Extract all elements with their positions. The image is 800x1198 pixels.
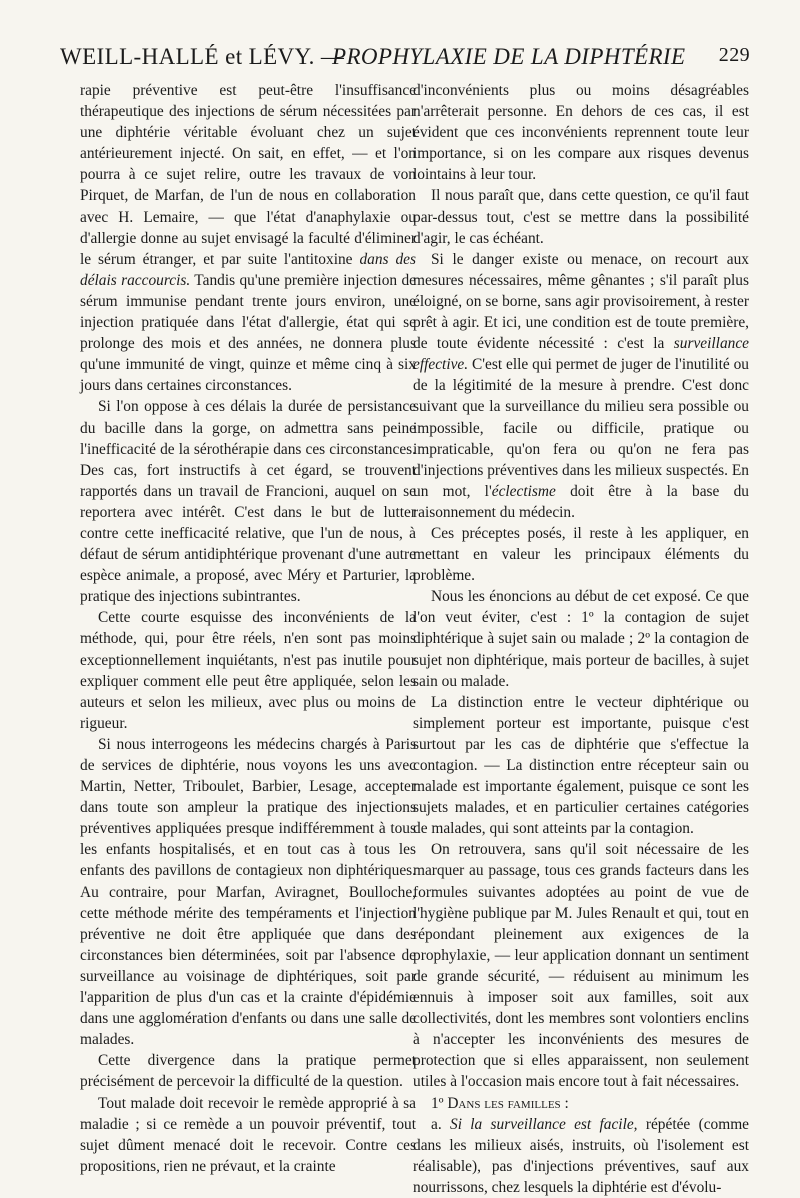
- header-title: PROPHYLAXIE DE LA DIPHTÉRIE: [332, 44, 686, 69]
- page-number: 229: [718, 44, 750, 66]
- text-run: répétée (comme dans les milieux aisés, instruits, où l'isolement est réalisable), pas d'injections préventives, sauf aux nourrissons, chez lesquels la diphtérie est d'évolu-: [413, 1115, 749, 1196]
- italic-text: Si la surveillance est facile,: [450, 1115, 638, 1133]
- paragraph: Tout malade doit recevoir le remède approprié à sa maladie ; si ce remède a un pouvoir préventif, tout sujet dûment menacé doit le recevoir. Contre ces propositions, rien ne prévaut, et la crainte: [80, 1094, 416, 1175]
- text-run: C'est elle qui permet de juger de l'inutilité ou de la légitimité de la mesure à prendre. C'est donc suivant que la surveillance du milieu sera possible ou impossible, facile ou difficile, pratique ou impraticable, qu'on fera ou qu'on ne fera pas d'injections préventives dans les milieux suspectés. En un mot, l': [413, 356, 749, 500]
- header-authors: WEILL-HALLÉ et LÉVY. —: [60, 44, 345, 69]
- paragraph: Cette divergence dans la pratique permet précisément de percevoir la difficulté de la question.: [80, 1052, 416, 1091]
- paragraph: Si nous interrogeons les médecins chargés à Paris de services de diphtérie, nous voyons les uns avec Martin, Netter, Triboulet, Barbier, Lesage, accepter dans toute son ampleur la pratique des injections préventives appliquées presque indifféremment à tous les enfants hospitalisés, et en tout cas à tous les enfants des pavillons de contagieux non diphtériques. Au contraire, pour Marfan, Aviragnet, Boulloche, cette méthode mérite des tempéraments et l'injection préventive ne doit être appliquée que dans des circonstances bien déterminées, soit par l'absence de surveillance au voisinage de diphtériques, soit par l'apparition de plus d'un cas et la crainte d'épidémie dans une agglomération d'enfants ou dans une salle de malades.: [80, 735, 416, 1049]
- paragraph: [413, 1114, 749, 1198]
- text-run: doit être à la base du raisonnement du médecin.: [413, 482, 749, 521]
- italic-text: dans des délais raccourcis.: [80, 250, 416, 289]
- paragraph: [413, 249, 749, 523]
- paragraph: Il nous paraît que, dans cette question, ce qu'il faut par-dessus tout, c'est se mettre dans la possibilité d'agir, le cas échéant.: [413, 187, 749, 247]
- paragraph: Cette courte esquisse des inconvénients de la méthode, qui, pour être réels, n'en sont pas moins exceptionnellement inquiétants, n'est pas inutile pour expliquer comment elle peut être appliquée, selon les auteurs et selon les milieux, avec plus ou moins de rigueur.: [80, 609, 416, 732]
- running-header: [60, 44, 750, 74]
- paragraph: [80, 80, 416, 396]
- paragraph: Ces préceptes posés, il reste à les appliquer, en mettant en valeur les principaux éléments du problème.: [413, 524, 749, 585]
- paragraph: Si l'on oppose à ces délais la durée de persistance du bacille dans la gorge, on admettra sans peine l'inefficacité de la sérothérapie dans ces circonstances. Des cas, fort instructifs à cet égard, se trouvent rapportés dans un travail de Francioni, auquel on se reportera avec intérêt. C'est dans le but de lutter contre cette inefficacité relative, que l'un de nous, à défaut de sérum antidiphtérique provenant d'une autre espèce animale, a proposé, avec Méry et Parturier, la pratique des injections subintrantes.: [80, 398, 416, 606]
- section-heading: 1º Dans les familles :: [431, 1094, 569, 1112]
- text-run: Si le danger existe ou menace, on recourt aux mesures nécessaires, même gênantes ; s'il paraît plus éloigné, on se borne, sans agir provisoirement, à rester prêt à agir. Et ici, une condition est de toute première, de toute évidente nécessité : c'est la: [413, 250, 749, 353]
- text-run: rapie préventive est peut-être l'insuffisance thérapeutique des injections de sérum nécessitées par une diphtérie véritable évoluant chez un sujet antérieurement injecté. On sait, en effet, — et l'on pourra à ce sujet relire, outre les travaux de von Pirquet, de Marfan, de l'un de nous en collaboration avec H. Lemaire, — que l'état d'anaphylaxie ou d'allergie donne au sujet envisagé la faculté d'éliminer le sérum étranger, et par suite l'antitoxine: [80, 82, 416, 268]
- right-column: [413, 80, 749, 1198]
- paragraph: d'inconvénients plus ou moins désagréables n'arrêterait personne. En dehors de ces cas, il est évident que ces inconvénients reprennent toute leur importance, si on les compare aux risques devenus lointains à leur tour.: [413, 82, 749, 184]
- left-column: [80, 80, 416, 1177]
- paragraph: On retrouvera, sans qu'il soit nécessaire de les marquer au passage, tous ces grands facteurs dans les formules suivantes adoptées au point de vue de l'hygiène publique par M. Jules Renault et qui, tout en répondant pleinement aux exigences de la prophylaxie, — leur application donnant un sentiment de grande sécurité, — réduisent au minimum les ennuis à imposer soit aux familles, soit aux collectivités, dont les membres sont volontiers enclins à n'accepter les inconvénients des mesures de protection que si elles apparaissent, non seulement utiles à l'occasion mais encore tout à fait nécessaires.: [413, 841, 749, 1091]
- paragraph: La distinction entre le vecteur diphtérique ou simplement porteur est importante, puisque c'est surtout par les cas de diphtérie que s'effectue la contagion. — La distinction entre récepteur sain ou malade est importante également, puisque ce sont les sujets malades, et en particulier certaines catégories de malades, qui sont atteints par la contagion.: [413, 693, 749, 838]
- italic-text: éclectisme: [491, 482, 556, 500]
- italic-text: surveillance effective.: [413, 335, 749, 374]
- text-run: Tandis qu'une première injection de sérum immunise pendant trente jours environ, une injection pratiquée dans l'état d'allergie, état qui se prolonge des mois et des années, ne donnera plus qu'une immunité de vingt, quinze et même cinq à six jours dans certaines circonstances.: [80, 271, 416, 395]
- paragraph: Nous les énoncions au début de cet exposé. Ce que l'on veut éviter, c'est : 1º la contagion de sujet diphtérique à sujet sain ou malade ; 2º la contagion de sujet non diphtérique, mais porteur de bacilles, à sujet sain ou malade.: [413, 588, 749, 690]
- text-run: a.: [431, 1115, 450, 1133]
